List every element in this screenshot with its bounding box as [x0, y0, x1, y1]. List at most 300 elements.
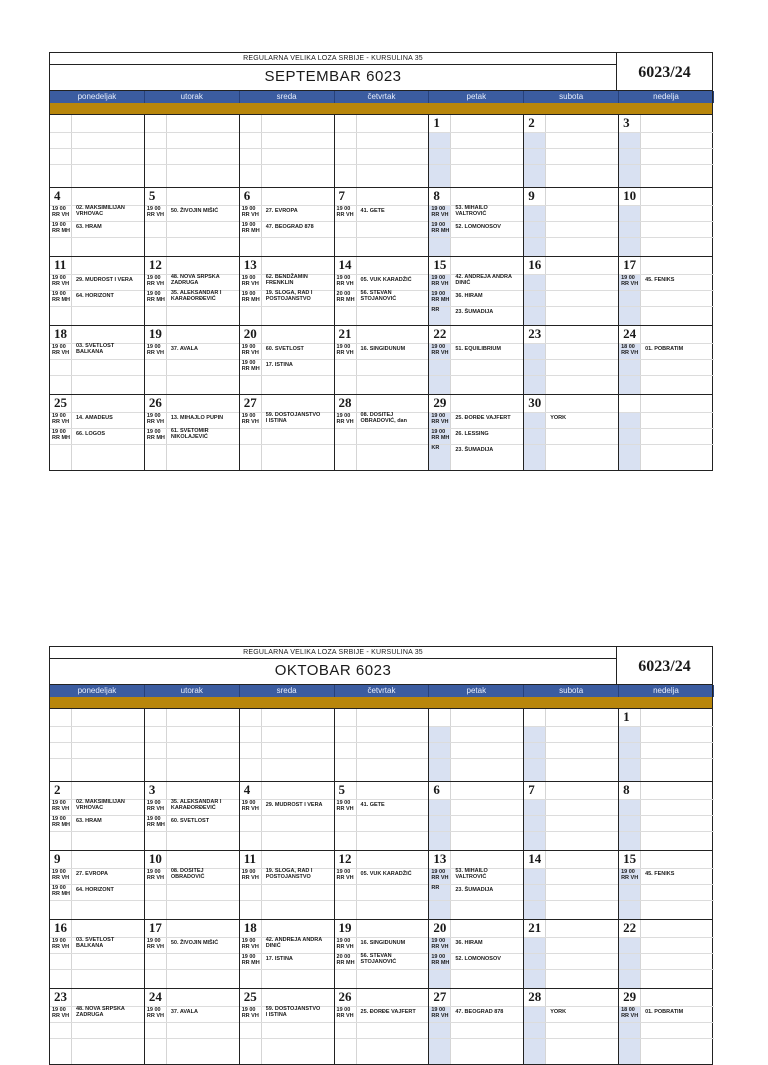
- meeting-time-place: [147, 206, 171, 218]
- lodge-name: [455, 309, 522, 315]
- cell-divider: [640, 782, 641, 850]
- lodge-name-line: 19. SLOGA, RAD I: [265, 290, 313, 296]
- weekday-shade: [524, 132, 545, 187]
- day-cell[interactable]: [619, 257, 714, 325]
- lodge-meeting[interactable]: [146, 938, 238, 952]
- lodge-meeting[interactable]: [51, 206, 143, 220]
- cell-line: [50, 444, 144, 445]
- day-cell[interactable]: [240, 395, 335, 470]
- day-number: 3: [148, 782, 156, 797]
- lodge-name: [171, 428, 238, 440]
- lodge-meeting[interactable]: [525, 1007, 617, 1021]
- day-cell[interactable]: [145, 920, 240, 988]
- cell-divider: [450, 326, 451, 394]
- month-title: SEPTEMBAR 6023: [264, 68, 402, 85]
- cell-line: [335, 969, 429, 970]
- cell-line: [619, 290, 714, 291]
- weekday-label: ponedeljak: [50, 685, 145, 697]
- day-cell[interactable]: [429, 395, 524, 470]
- week-row: [50, 188, 712, 257]
- day-cell[interactable]: [50, 115, 145, 187]
- lodge-meeting[interactable]: [51, 869, 143, 883]
- lodge-meeting[interactable]: [51, 816, 143, 830]
- lodge-meeting[interactable]: [51, 429, 143, 443]
- day-cell[interactable]: [619, 395, 714, 470]
- day-cell[interactable]: [619, 115, 714, 187]
- lodge-meeting[interactable]: [241, 413, 333, 427]
- lodge-meeting[interactable]: [241, 206, 333, 220]
- cell-divider: [166, 989, 167, 1064]
- weekday-shade: [619, 937, 640, 988]
- meeting-time-place: [52, 816, 76, 828]
- day-number: 22: [433, 326, 447, 341]
- lodge-name-line: 52. LOMONOSOV: [455, 224, 501, 230]
- day-cell[interactable]: [619, 989, 714, 1064]
- lodge-meeting[interactable]: [146, 291, 238, 305]
- cell-line: [619, 815, 714, 816]
- day-cell[interactable]: [50, 782, 145, 850]
- day-cell[interactable]: [429, 989, 524, 1064]
- lodge-meeting[interactable]: [146, 1007, 238, 1021]
- cell-divider: [356, 709, 357, 781]
- day-cell[interactable]: [335, 709, 430, 781]
- lodge-name-line: DINIĆ: [265, 943, 281, 949]
- lodge-name: [171, 346, 238, 352]
- lodge-name-line: STOJANOVIĆ: [360, 959, 397, 965]
- meeting-place: RR VH: [52, 806, 70, 812]
- day-cell[interactable]: [50, 395, 145, 470]
- day-cell[interactable]: [145, 257, 240, 325]
- lodge-meeting[interactable]: [146, 206, 238, 220]
- day-cell[interactable]: [524, 395, 619, 470]
- lodge-name-line: POSTOJANSTVO: [265, 874, 311, 880]
- day-number: 25: [243, 989, 257, 1004]
- day-cell[interactable]: [335, 851, 430, 919]
- meeting-time: 19 00: [52, 800, 66, 806]
- cell-line: [524, 831, 618, 832]
- lodge-meeting[interactable]: [51, 413, 143, 427]
- lodge-meeting[interactable]: [430, 206, 522, 220]
- lodge-name-line: 48. NOVA SRPSKA: [170, 274, 220, 280]
- lodge-name: [266, 274, 333, 286]
- day-cell[interactable]: [524, 989, 619, 1064]
- day-cell[interactable]: [240, 115, 335, 187]
- cell-divider: [356, 851, 357, 919]
- lodge-meeting[interactable]: [620, 1007, 713, 1021]
- day-cell[interactable]: [240, 709, 335, 781]
- day-cell[interactable]: [429, 782, 524, 850]
- day-cell[interactable]: [524, 709, 619, 781]
- lodge-name-line: 56. STEVAN: [360, 290, 392, 296]
- day-cell[interactable]: [524, 257, 619, 325]
- lodge-meeting[interactable]: [430, 1007, 522, 1021]
- cell-divider: [71, 989, 72, 1064]
- cell-line: [429, 1022, 523, 1023]
- cell-line: [429, 758, 523, 759]
- cell-line: [335, 900, 429, 901]
- day-cell[interactable]: [524, 851, 619, 919]
- cell-line: [524, 132, 618, 133]
- lodge-meeting[interactable]: [146, 800, 238, 814]
- lodge-meeting[interactable]: [336, 413, 428, 427]
- day-cell[interactable]: [145, 989, 240, 1064]
- day-cell[interactable]: [240, 188, 335, 256]
- meeting-time-place: [242, 360, 266, 372]
- lodge-meeting[interactable]: [336, 291, 428, 305]
- cell-line: [619, 132, 714, 133]
- lodge-meeting[interactable]: [146, 275, 238, 289]
- meeting-time-place: [431, 222, 455, 234]
- lodge-meeting[interactable]: [430, 291, 522, 305]
- day-number: 24: [623, 326, 637, 341]
- cell-divider: [640, 257, 641, 325]
- day-cell[interactable]: [335, 989, 430, 1064]
- week-row: [50, 782, 712, 851]
- cell-line: [240, 428, 334, 429]
- lodge-meeting[interactable]: [336, 206, 428, 220]
- lodge-name: [361, 1009, 428, 1015]
- meeting-place: RR VH: [336, 944, 354, 950]
- day-number: 7: [528, 782, 535, 797]
- meeting-place: RR VH: [431, 875, 449, 881]
- cell-divider: [450, 782, 451, 850]
- day-cell[interactable]: [50, 188, 145, 256]
- day-cell[interactable]: [524, 326, 619, 394]
- weekday-header-row: [50, 91, 712, 103]
- cell-divider: [450, 989, 451, 1064]
- day-number: 26: [338, 989, 352, 1004]
- lodge-meeting[interactable]: [51, 885, 143, 899]
- weekday-shade: [524, 205, 545, 256]
- day-cell[interactable]: [50, 257, 145, 325]
- day-cell[interactable]: [50, 326, 145, 394]
- day-cell[interactable]: [335, 395, 430, 470]
- day-cell[interactable]: [619, 709, 714, 781]
- lodge-name: [455, 447, 522, 453]
- day-cell[interactable]: [335, 115, 430, 187]
- lodge-name: [550, 415, 617, 421]
- lodge-meeting[interactable]: [51, 275, 143, 289]
- day-cell[interactable]: [335, 188, 430, 256]
- lodge-name: [266, 346, 333, 352]
- cell-line: [335, 831, 429, 832]
- lodge-name-line: ZADRUGA: [76, 1012, 104, 1018]
- day-cell[interactable]: [619, 188, 714, 256]
- lodge-name: [266, 362, 333, 368]
- cell-line: [335, 132, 429, 133]
- day-number: 6: [433, 782, 440, 797]
- day-number: 27: [243, 395, 257, 410]
- weekday-shade: [524, 274, 545, 325]
- day-number: 8: [623, 782, 630, 797]
- lodge-meeting[interactable]: [336, 800, 428, 814]
- day-cell[interactable]: [240, 989, 335, 1064]
- lodge-meeting[interactable]: [336, 275, 428, 289]
- cell-line: [524, 1022, 618, 1023]
- lodge-meeting[interactable]: [430, 413, 522, 427]
- lodge-meeting[interactable]: [336, 869, 428, 883]
- cell-line: [429, 132, 523, 133]
- lodge-meeting[interactable]: [51, 1007, 143, 1021]
- lodge-meeting[interactable]: [336, 954, 428, 968]
- lodge-name-line: 41. GETE: [360, 802, 385, 808]
- day-cell[interactable]: [145, 782, 240, 850]
- lodge-meeting[interactable]: [241, 954, 333, 968]
- day-number: 27: [433, 989, 447, 1004]
- lodge-name-line: 02. MAKSIMILIJAN: [76, 799, 125, 805]
- cell-line: [240, 1038, 334, 1039]
- lodge-name-line: 23. ŠUMADIJA: [455, 447, 494, 453]
- day-cell[interactable]: [50, 989, 145, 1064]
- lodge-meeting[interactable]: [241, 360, 333, 374]
- meeting-time: 19 00: [52, 938, 66, 944]
- meeting-place: RR MH: [431, 297, 450, 303]
- weekday-label: utorak: [145, 685, 240, 697]
- cell-divider: [545, 395, 546, 470]
- day-cell[interactable]: [429, 709, 524, 781]
- lodge-meeting[interactable]: [146, 344, 238, 358]
- day-cell[interactable]: [429, 326, 524, 394]
- lodge-name-line: 17. ISTINA: [265, 362, 293, 368]
- meeting-time: 19 00: [431, 206, 446, 212]
- day-cell[interactable]: [619, 782, 714, 850]
- lodge-name: [455, 940, 522, 946]
- lodge-name-line: YORK: [550, 1009, 567, 1015]
- meeting-time: 19 00: [146, 429, 161, 435]
- cell-line: [524, 237, 618, 238]
- cell-line: [524, 799, 618, 800]
- cell-line: [335, 306, 429, 307]
- cell-line: [335, 444, 429, 445]
- lodge-name-line: 47. BEOGRAD 878: [455, 1009, 504, 1015]
- day-number: 9: [528, 188, 535, 203]
- cell-line: [240, 726, 334, 727]
- month-title: OKTOBAR 6023: [274, 662, 392, 679]
- lodge-name-line: 05. VUK KARADŽIĆ: [360, 277, 412, 283]
- lodge-meeting[interactable]: [241, 275, 333, 289]
- meeting-time: 19 00: [52, 869, 66, 875]
- meeting-time: 19 00: [146, 275, 161, 281]
- lodge-name-line: 36. HIRAM: [455, 293, 483, 299]
- day-cell[interactable]: [145, 188, 240, 256]
- day-cell[interactable]: [145, 709, 240, 781]
- lodge-name: [455, 887, 522, 893]
- cell-line: [240, 375, 334, 376]
- meeting-time: 19 00: [336, 206, 351, 212]
- day-cell[interactable]: [335, 326, 430, 394]
- lodge-name-line: 63. HRAM: [76, 818, 102, 824]
- lodge-meeting[interactable]: [620, 344, 713, 358]
- lodge-meeting[interactable]: [430, 445, 522, 459]
- lodge-name-line: 62. BENDŽAMIN: [265, 274, 308, 280]
- day-cell[interactable]: [50, 709, 145, 781]
- lodge-name-line: 25. ĐORĐE VAJFERT: [455, 415, 511, 421]
- meeting-time-place: [621, 275, 645, 287]
- meeting-place: RR MH: [336, 297, 355, 303]
- meeting-place: RR VH: [52, 281, 70, 287]
- lodge-name-line: 61. SVETOMIR: [170, 428, 209, 434]
- lodge-meeting[interactable]: [430, 885, 522, 899]
- cell-line: [619, 726, 714, 727]
- cell-line: [145, 375, 239, 376]
- lodge-meeting[interactable]: [51, 938, 143, 952]
- lodge-meeting[interactable]: [241, 1007, 333, 1021]
- day-cell[interactable]: [619, 851, 714, 919]
- cell-line: [524, 205, 618, 206]
- day-cell[interactable]: [50, 851, 145, 919]
- meeting-time: 18 00: [621, 1007, 635, 1013]
- meeting-time: 20 00: [336, 954, 351, 960]
- lodge-meeting[interactable]: [51, 800, 143, 814]
- lodge-meeting[interactable]: [241, 344, 333, 358]
- day-cell[interactable]: [145, 115, 240, 187]
- lodge-name-line: 45. FENIKS: [645, 871, 675, 877]
- day-cell[interactable]: [619, 326, 714, 394]
- cell-line: [429, 900, 523, 901]
- day-number: 29: [433, 395, 447, 410]
- day-cell[interactable]: [335, 782, 430, 850]
- lodge-meeting[interactable]: [146, 816, 238, 830]
- lodge-name: [76, 415, 143, 421]
- weekday-label: sreda: [240, 685, 335, 697]
- meeting-place: RR VH: [621, 875, 639, 881]
- meeting-place: RR MH: [146, 435, 165, 441]
- meeting-time-place: [242, 800, 266, 812]
- lodge-name: [76, 205, 143, 217]
- lodge-meeting[interactable]: [146, 429, 238, 443]
- day-cell[interactable]: [335, 920, 430, 988]
- cell-line: [619, 900, 714, 901]
- meeting-time-place: [431, 938, 455, 950]
- day-cell[interactable]: [145, 395, 240, 470]
- lodge-meeting[interactable]: [336, 344, 428, 358]
- meeting-time: 19 00: [52, 275, 66, 281]
- lodge-meeting[interactable]: [430, 275, 522, 289]
- lodge-name-line: VRHOVAC: [76, 805, 104, 811]
- day-number: 30: [528, 395, 542, 410]
- meeting-place: RR VH: [241, 806, 259, 812]
- day-cell[interactable]: [524, 188, 619, 256]
- day-cell[interactable]: [335, 257, 430, 325]
- lodge-name-line: 05. VUK KARADŽIĆ: [360, 871, 412, 877]
- day-number: 5: [338, 782, 346, 797]
- lodge-meeting[interactable]: [430, 429, 522, 443]
- lodge-meeting[interactable]: [430, 344, 522, 358]
- lodge-meeting[interactable]: [430, 869, 522, 883]
- lodge-meeting[interactable]: [146, 413, 238, 427]
- meeting-time: 19 00: [146, 344, 161, 350]
- lodge-meeting[interactable]: [430, 938, 522, 952]
- day-cell[interactable]: [240, 326, 335, 394]
- day-cell[interactable]: [429, 851, 524, 919]
- meeting-time: 19 00: [336, 275, 351, 281]
- day-cell[interactable]: [240, 257, 335, 325]
- day-cell[interactable]: [429, 920, 524, 988]
- lodge-meeting[interactable]: [241, 800, 333, 814]
- lodge-name-line: 37. AVALA: [170, 1009, 198, 1015]
- day-cell[interactable]: [429, 188, 524, 256]
- cell-line: [524, 758, 618, 759]
- cell-line: [240, 742, 334, 743]
- lodge-meeting[interactable]: [620, 869, 713, 883]
- day-cell[interactable]: [145, 326, 240, 394]
- lodge-name-line: STOJANOVIĆ: [360, 296, 397, 302]
- day-cell[interactable]: [50, 920, 145, 988]
- lodge-name: [76, 277, 143, 283]
- lodge-name: [171, 868, 238, 880]
- day-cell[interactable]: [524, 115, 619, 187]
- lodge-name-line: 19. SLOGA, RAD I: [265, 868, 313, 874]
- meeting-place: RR VH: [336, 1013, 354, 1019]
- meeting-place: RR VH: [241, 212, 259, 218]
- day-cell[interactable]: [429, 115, 524, 187]
- lodge-name-line: FRENKLIN: [265, 280, 294, 286]
- lodge-name-line: 64. HORIZONT: [76, 293, 114, 299]
- day-cell[interactable]: [240, 851, 335, 919]
- lodge-name-line: 45. FENIKS: [645, 277, 675, 283]
- meeting-time: 18 00: [621, 344, 635, 350]
- lodge-name-line: 01. POBRATIM: [645, 1009, 684, 1015]
- lodge-meeting[interactable]: [241, 222, 333, 236]
- lodge-meeting[interactable]: [430, 222, 522, 236]
- day-cell[interactable]: [524, 920, 619, 988]
- day-cell[interactable]: [524, 782, 619, 850]
- meeting-time-place: [621, 869, 645, 881]
- lodge-meeting[interactable]: [430, 307, 522, 321]
- meeting-time: 19 00: [431, 938, 446, 944]
- lodge-meeting[interactable]: [51, 222, 143, 236]
- day-cell[interactable]: [240, 920, 335, 988]
- lodge-meeting[interactable]: [241, 291, 333, 305]
- lodge-meeting[interactable]: [336, 1007, 428, 1021]
- cell-line: [50, 758, 144, 759]
- lodge-name: [171, 818, 238, 824]
- meeting-place: RR VH: [52, 1013, 70, 1019]
- cell-divider: [166, 851, 167, 919]
- day-cell[interactable]: [619, 920, 714, 988]
- day-number: 13: [433, 851, 447, 866]
- day-number: 14: [528, 851, 542, 866]
- month-calendar: [49, 52, 713, 471]
- lodge-meeting[interactable]: [241, 938, 333, 952]
- day-cell[interactable]: [145, 851, 240, 919]
- meeting-time: 19 00: [336, 1007, 351, 1013]
- lodge-meeting[interactable]: [146, 869, 238, 883]
- day-cell[interactable]: [429, 257, 524, 325]
- lodge-meeting[interactable]: [51, 291, 143, 305]
- lodge-meeting[interactable]: [241, 869, 333, 883]
- lodge-meeting[interactable]: [525, 413, 617, 427]
- lodge-meeting[interactable]: [51, 344, 143, 358]
- lodge-name-line: 59. DOSTOJANSTVO: [265, 412, 321, 418]
- lodge-name-line: 13. MIHAJLO PUPIN: [170, 415, 224, 421]
- lodge-name-line: 63. HRAM: [76, 224, 102, 230]
- meeting-time-place: [147, 291, 171, 303]
- lodge-name: [645, 346, 713, 352]
- cell-line: [619, 831, 714, 832]
- cell-divider: [166, 920, 167, 988]
- day-cell[interactable]: [240, 782, 335, 850]
- lodge-name: [361, 953, 428, 965]
- cell-line: [145, 148, 239, 149]
- meeting-time-place: [242, 1007, 266, 1019]
- lodge-meeting[interactable]: [620, 275, 713, 289]
- day-number: 18: [243, 920, 257, 935]
- lodge-meeting[interactable]: [430, 954, 522, 968]
- lodge-name-line: 51. EQUILIBRIUM: [455, 346, 501, 352]
- lodge-meeting[interactable]: [336, 938, 428, 952]
- cell-line: [429, 164, 523, 165]
